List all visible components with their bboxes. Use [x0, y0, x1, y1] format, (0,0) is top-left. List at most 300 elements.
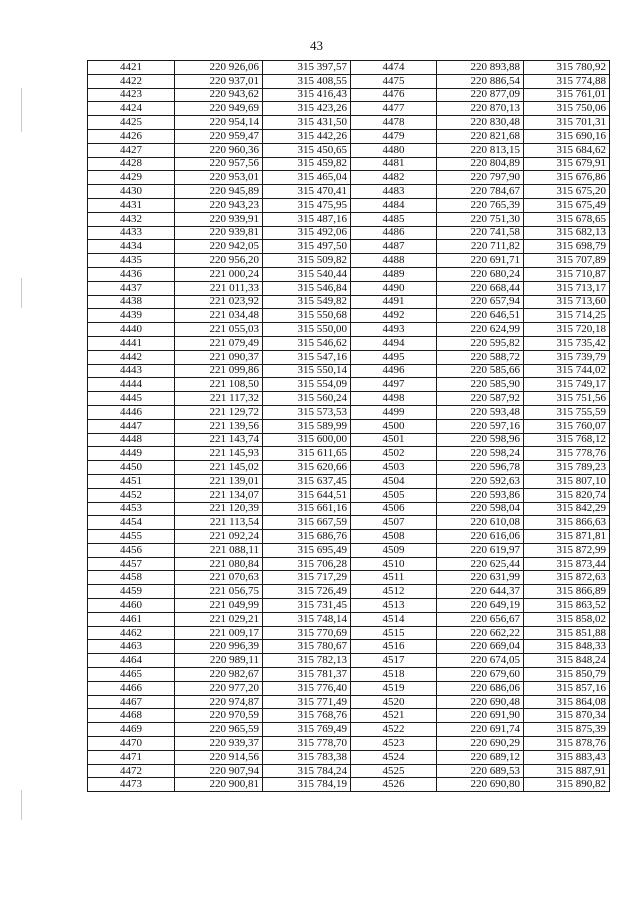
left-y-coordinate-cell: 315 547,16 [263, 350, 351, 364]
left-x-coordinate-cell: 220 949,69 [175, 102, 263, 116]
right-point-number-cell: 4514 [351, 612, 437, 626]
left-point-number-cell: 4452 [88, 488, 175, 502]
right-y-coordinate-cell: 315 870,34 [524, 709, 610, 723]
left-x-coordinate-cell: 221 113,54 [175, 516, 263, 530]
right-y-coordinate-cell: 315 720,18 [524, 323, 610, 337]
right-y-coordinate-cell: 315 701,31 [524, 116, 610, 130]
left-y-coordinate-cell: 315 644,51 [263, 488, 351, 502]
right-y-coordinate-cell: 315 690,16 [524, 129, 610, 143]
right-y-coordinate-cell: 315 789,23 [524, 461, 610, 475]
right-y-coordinate-cell: 315 850,79 [524, 668, 610, 682]
left-x-coordinate-cell: 221 090,37 [175, 350, 263, 364]
left-point-number-cell: 4457 [88, 557, 175, 571]
left-y-coordinate-cell: 315 706,28 [263, 557, 351, 571]
left-x-coordinate-cell: 220 914,56 [175, 750, 263, 764]
right-y-coordinate-cell: 315 751,56 [524, 392, 610, 406]
right-point-number-cell: 4481 [351, 157, 437, 171]
left-point-number-cell: 4464 [88, 654, 175, 668]
right-y-coordinate-cell: 315 707,89 [524, 254, 610, 268]
table-row [88, 61, 610, 75]
right-x-coordinate-cell: 220 830,48 [437, 116, 524, 130]
left-x-coordinate-cell: 221 049,99 [175, 599, 263, 613]
left-y-coordinate-cell: 315 776,40 [263, 681, 351, 695]
left-point-number-cell: 4453 [88, 502, 175, 516]
left-y-coordinate-cell: 315 487,16 [263, 212, 351, 226]
right-y-coordinate-cell: 315 866,63 [524, 516, 610, 530]
left-x-coordinate-cell: 221 011,33 [175, 281, 263, 295]
left-y-coordinate-cell: 315 497,50 [263, 240, 351, 254]
right-point-number-cell: 4490 [351, 281, 437, 295]
right-point-number-cell: 4518 [351, 668, 437, 682]
table-row [88, 405, 610, 419]
left-y-coordinate-cell: 315 686,76 [263, 530, 351, 544]
right-point-number-cell: 4496 [351, 364, 437, 378]
left-x-coordinate-cell: 221 092,24 [175, 530, 263, 544]
scan-margin-mark [21, 790, 22, 820]
left-x-coordinate-cell: 220 989,11 [175, 654, 263, 668]
left-y-coordinate-cell: 315 726,49 [263, 585, 351, 599]
left-y-coordinate-cell: 315 731,45 [263, 599, 351, 613]
right-y-coordinate-cell: 315 710,87 [524, 267, 610, 281]
left-y-coordinate-cell: 315 550,14 [263, 364, 351, 378]
table-row [88, 516, 610, 530]
left-point-number-cell: 4423 [88, 88, 175, 102]
left-x-coordinate-cell: 220 939,37 [175, 737, 263, 751]
left-point-number-cell: 4459 [88, 585, 175, 599]
right-point-number-cell: 4489 [351, 267, 437, 281]
right-y-coordinate-cell: 315 744,02 [524, 364, 610, 378]
right-y-coordinate-cell: 315 872,63 [524, 571, 610, 585]
left-x-coordinate-cell: 220 907,94 [175, 764, 263, 778]
right-point-number-cell: 4492 [351, 309, 437, 323]
right-x-coordinate-cell: 220 631,99 [437, 571, 524, 585]
right-point-number-cell: 4523 [351, 737, 437, 751]
right-x-coordinate-cell: 220 691,90 [437, 709, 524, 723]
table-row [88, 171, 610, 185]
left-x-coordinate-cell: 221 117,32 [175, 392, 263, 406]
left-y-coordinate-cell: 315 560,24 [263, 392, 351, 406]
right-x-coordinate-cell: 220 587,92 [437, 392, 524, 406]
right-y-coordinate-cell: 315 863,52 [524, 599, 610, 613]
left-x-coordinate-cell: 220 943,23 [175, 198, 263, 212]
right-point-number-cell: 4491 [351, 295, 437, 309]
left-x-coordinate-cell: 220 965,59 [175, 723, 263, 737]
right-point-number-cell: 4488 [351, 254, 437, 268]
left-y-coordinate-cell: 315 470,41 [263, 185, 351, 199]
left-x-coordinate-cell: 221 023,92 [175, 295, 263, 309]
right-x-coordinate-cell: 220 625,44 [437, 557, 524, 571]
left-point-number-cell: 4458 [88, 571, 175, 585]
table-row [88, 433, 610, 447]
right-y-coordinate-cell: 315 750,06 [524, 102, 610, 116]
right-point-number-cell: 4486 [351, 226, 437, 240]
left-point-number-cell: 4436 [88, 267, 175, 281]
right-y-coordinate-cell: 315 739,79 [524, 350, 610, 364]
right-y-coordinate-cell: 315 778,76 [524, 447, 610, 461]
right-point-number-cell: 4478 [351, 116, 437, 130]
right-y-coordinate-cell: 315 713,17 [524, 281, 610, 295]
right-y-coordinate-cell: 315 761,01 [524, 88, 610, 102]
right-x-coordinate-cell: 220 689,12 [437, 750, 524, 764]
table-row [88, 157, 610, 171]
right-x-coordinate-cell: 220 588,72 [437, 350, 524, 364]
left-x-coordinate-cell: 221 056,75 [175, 585, 263, 599]
left-y-coordinate-cell: 315 768,76 [263, 709, 351, 723]
right-point-number-cell: 4516 [351, 640, 437, 654]
right-x-coordinate-cell: 220 870,13 [437, 102, 524, 116]
right-y-coordinate-cell: 315 768,12 [524, 433, 610, 447]
right-x-coordinate-cell: 220 690,80 [437, 778, 524, 792]
left-y-coordinate-cell: 315 781,37 [263, 668, 351, 682]
right-x-coordinate-cell: 220 593,86 [437, 488, 524, 502]
page-number: 43 [310, 38, 323, 53]
right-y-coordinate-cell: 315 871,81 [524, 530, 610, 544]
right-y-coordinate-cell: 315 774,88 [524, 74, 610, 88]
left-x-coordinate-cell: 220 953,01 [175, 171, 263, 185]
left-x-coordinate-cell: 221 070,63 [175, 571, 263, 585]
right-y-coordinate-cell: 315 678,65 [524, 212, 610, 226]
right-x-coordinate-cell: 220 690,48 [437, 695, 524, 709]
right-y-coordinate-cell: 315 887,91 [524, 764, 610, 778]
left-point-number-cell: 4429 [88, 171, 175, 185]
left-y-coordinate-cell: 315 450,65 [263, 143, 351, 157]
right-x-coordinate-cell: 220 691,74 [437, 723, 524, 737]
left-x-coordinate-cell: 221 079,49 [175, 336, 263, 350]
left-x-coordinate-cell: 220 996,39 [175, 640, 263, 654]
right-point-number-cell: 4500 [351, 419, 437, 433]
left-point-number-cell: 4466 [88, 681, 175, 695]
left-y-coordinate-cell: 315 546,62 [263, 336, 351, 350]
left-x-coordinate-cell: 220 939,81 [175, 226, 263, 240]
table-row [88, 74, 610, 88]
right-x-coordinate-cell: 220 668,44 [437, 281, 524, 295]
left-x-coordinate-cell: 220 945,89 [175, 185, 263, 199]
right-point-number-cell: 4506 [351, 502, 437, 516]
right-y-coordinate-cell: 315 749,17 [524, 378, 610, 392]
right-point-number-cell: 4487 [351, 240, 437, 254]
left-y-coordinate-cell: 315 475,95 [263, 198, 351, 212]
left-x-coordinate-cell: 221 009,17 [175, 626, 263, 640]
left-x-coordinate-cell: 221 000,24 [175, 267, 263, 281]
right-y-coordinate-cell: 315 848,24 [524, 654, 610, 668]
right-x-coordinate-cell: 220 593,48 [437, 405, 524, 419]
left-y-coordinate-cell: 315 778,70 [263, 737, 351, 751]
table-row [88, 378, 610, 392]
table-row [88, 709, 610, 723]
left-y-coordinate-cell: 315 637,45 [263, 474, 351, 488]
table-row [88, 764, 610, 778]
table-row [88, 336, 610, 350]
table-row [88, 185, 610, 199]
left-point-number-cell: 4461 [88, 612, 175, 626]
right-point-number-cell: 4525 [351, 764, 437, 778]
right-y-coordinate-cell: 315 760,07 [524, 419, 610, 433]
left-point-number-cell: 4433 [88, 226, 175, 240]
left-point-number-cell: 4438 [88, 295, 175, 309]
left-x-coordinate-cell: 221 055,03 [175, 323, 263, 337]
left-y-coordinate-cell: 315 589,99 [263, 419, 351, 433]
right-point-number-cell: 4482 [351, 171, 437, 185]
right-y-coordinate-cell: 315 698,79 [524, 240, 610, 254]
left-point-number-cell: 4467 [88, 695, 175, 709]
left-x-coordinate-cell: 221 029,21 [175, 612, 263, 626]
left-y-coordinate-cell: 315 554,09 [263, 378, 351, 392]
right-x-coordinate-cell: 220 657,94 [437, 295, 524, 309]
table-row [88, 226, 610, 240]
right-point-number-cell: 4483 [351, 185, 437, 199]
right-x-coordinate-cell: 220 680,24 [437, 267, 524, 281]
right-y-coordinate-cell: 315 735,42 [524, 336, 610, 350]
right-x-coordinate-cell: 220 804,89 [437, 157, 524, 171]
left-y-coordinate-cell: 315 423,26 [263, 102, 351, 116]
right-x-coordinate-cell: 220 619,97 [437, 543, 524, 557]
scan-margin-mark [21, 88, 22, 132]
table-row [88, 695, 610, 709]
right-y-coordinate-cell: 315 872,99 [524, 543, 610, 557]
right-x-coordinate-cell: 220 751,30 [437, 212, 524, 226]
right-point-number-cell: 4509 [351, 543, 437, 557]
left-point-number-cell: 4463 [88, 640, 175, 654]
left-point-number-cell: 4460 [88, 599, 175, 613]
right-y-coordinate-cell: 315 684,62 [524, 143, 610, 157]
table-row [88, 654, 610, 668]
right-x-coordinate-cell: 220 646,51 [437, 309, 524, 323]
left-point-number-cell: 4434 [88, 240, 175, 254]
right-point-number-cell: 4526 [351, 778, 437, 792]
right-y-coordinate-cell: 315 780,92 [524, 61, 610, 75]
right-point-number-cell: 4517 [351, 654, 437, 668]
right-y-coordinate-cell: 315 883,43 [524, 750, 610, 764]
right-x-coordinate-cell: 220 886,54 [437, 74, 524, 88]
right-point-number-cell: 4510 [351, 557, 437, 571]
table-row [88, 474, 610, 488]
right-y-coordinate-cell: 315 755,59 [524, 405, 610, 419]
left-y-coordinate-cell: 315 549,82 [263, 295, 351, 309]
right-point-number-cell: 4477 [351, 102, 437, 116]
right-y-coordinate-cell: 315 878,76 [524, 737, 610, 751]
right-y-coordinate-cell: 315 866,89 [524, 585, 610, 599]
right-x-coordinate-cell: 220 585,90 [437, 378, 524, 392]
right-x-coordinate-cell: 220 598,96 [437, 433, 524, 447]
right-x-coordinate-cell: 220 585,66 [437, 364, 524, 378]
left-y-coordinate-cell: 315 620,66 [263, 461, 351, 475]
left-y-coordinate-cell: 315 661,16 [263, 502, 351, 516]
right-point-number-cell: 4502 [351, 447, 437, 461]
left-x-coordinate-cell: 221 143,74 [175, 433, 263, 447]
left-x-coordinate-cell: 220 959,47 [175, 129, 263, 143]
right-point-number-cell: 4519 [351, 681, 437, 695]
right-point-number-cell: 4476 [351, 88, 437, 102]
table-row [88, 461, 610, 475]
right-x-coordinate-cell: 220 765,39 [437, 198, 524, 212]
table-row [88, 612, 610, 626]
left-x-coordinate-cell: 221 108,50 [175, 378, 263, 392]
right-y-coordinate-cell: 315 857,16 [524, 681, 610, 695]
right-x-coordinate-cell: 220 821,68 [437, 129, 524, 143]
right-x-coordinate-cell: 220 598,04 [437, 502, 524, 516]
left-y-coordinate-cell: 315 550,00 [263, 323, 351, 337]
right-x-coordinate-cell: 220 598,24 [437, 447, 524, 461]
left-point-number-cell: 4447 [88, 419, 175, 433]
left-point-number-cell: 4437 [88, 281, 175, 295]
table-row [88, 364, 610, 378]
left-point-number-cell: 4465 [88, 668, 175, 682]
table-row [88, 723, 610, 737]
left-x-coordinate-cell: 220 970,59 [175, 709, 263, 723]
left-x-coordinate-cell: 220 926,06 [175, 61, 263, 75]
table-row [88, 640, 610, 654]
right-x-coordinate-cell: 220 624,99 [437, 323, 524, 337]
table-row [88, 102, 610, 116]
right-y-coordinate-cell: 315 875,39 [524, 723, 610, 737]
right-y-coordinate-cell: 315 864,08 [524, 695, 610, 709]
left-point-number-cell: 4428 [88, 157, 175, 171]
right-point-number-cell: 4512 [351, 585, 437, 599]
left-point-number-cell: 4426 [88, 129, 175, 143]
left-y-coordinate-cell: 315 416,43 [263, 88, 351, 102]
table-row [88, 681, 610, 695]
left-x-coordinate-cell: 221 088,11 [175, 543, 263, 557]
right-point-number-cell: 4474 [351, 61, 437, 75]
left-y-coordinate-cell: 315 397,57 [263, 61, 351, 75]
table-row [88, 419, 610, 433]
right-x-coordinate-cell: 220 797,90 [437, 171, 524, 185]
left-x-coordinate-cell: 220 942,05 [175, 240, 263, 254]
right-point-number-cell: 4513 [351, 599, 437, 613]
left-x-coordinate-cell: 221 099,86 [175, 364, 263, 378]
left-x-coordinate-cell: 220 943,62 [175, 88, 263, 102]
left-x-coordinate-cell: 221 134,07 [175, 488, 263, 502]
right-point-number-cell: 4479 [351, 129, 437, 143]
left-y-coordinate-cell: 315 573,53 [263, 405, 351, 419]
left-x-coordinate-cell: 221 139,01 [175, 474, 263, 488]
table-row [88, 129, 610, 143]
right-x-coordinate-cell: 220 784,67 [437, 185, 524, 199]
left-y-coordinate-cell: 315 408,55 [263, 74, 351, 88]
left-x-coordinate-cell: 220 960,36 [175, 143, 263, 157]
right-point-number-cell: 4484 [351, 198, 437, 212]
table-row [88, 750, 610, 764]
table-row [88, 530, 610, 544]
table-row [88, 295, 610, 309]
table-row [88, 143, 610, 157]
coordinates-table-body [88, 61, 610, 792]
left-x-coordinate-cell: 220 977,20 [175, 681, 263, 695]
right-point-number-cell: 4511 [351, 571, 437, 585]
left-point-number-cell: 4424 [88, 102, 175, 116]
right-x-coordinate-cell: 220 649,19 [437, 599, 524, 613]
table-row [88, 88, 610, 102]
right-y-coordinate-cell: 315 890,82 [524, 778, 610, 792]
left-point-number-cell: 4449 [88, 447, 175, 461]
right-x-coordinate-cell: 220 656,67 [437, 612, 524, 626]
right-point-number-cell: 4508 [351, 530, 437, 544]
right-y-coordinate-cell: 315 682,13 [524, 226, 610, 240]
left-y-coordinate-cell: 315 783,38 [263, 750, 351, 764]
table-row [88, 281, 610, 295]
left-y-coordinate-cell: 315 769,49 [263, 723, 351, 737]
coordinates-table [87, 60, 610, 792]
left-y-coordinate-cell: 315 611,65 [263, 447, 351, 461]
left-point-number-cell: 4445 [88, 392, 175, 406]
right-point-number-cell: 4475 [351, 74, 437, 88]
right-y-coordinate-cell: 315 842,29 [524, 502, 610, 516]
left-x-coordinate-cell: 221 145,02 [175, 461, 263, 475]
left-point-number-cell: 4473 [88, 778, 175, 792]
left-y-coordinate-cell: 315 442,26 [263, 129, 351, 143]
table-row [88, 599, 610, 613]
right-point-number-cell: 4493 [351, 323, 437, 337]
right-x-coordinate-cell: 220 592,63 [437, 474, 524, 488]
left-y-coordinate-cell: 315 717,29 [263, 571, 351, 585]
right-x-coordinate-cell: 220 813,15 [437, 143, 524, 157]
left-point-number-cell: 4470 [88, 737, 175, 751]
right-x-coordinate-cell: 220 893,88 [437, 61, 524, 75]
left-y-coordinate-cell: 315 540,44 [263, 267, 351, 281]
left-point-number-cell: 4448 [88, 433, 175, 447]
left-x-coordinate-cell: 220 900,81 [175, 778, 263, 792]
left-point-number-cell: 4469 [88, 723, 175, 737]
left-point-number-cell: 4432 [88, 212, 175, 226]
left-y-coordinate-cell: 315 784,24 [263, 764, 351, 778]
left-x-coordinate-cell: 220 974,87 [175, 695, 263, 709]
right-point-number-cell: 4495 [351, 350, 437, 364]
right-y-coordinate-cell: 315 676,86 [524, 171, 610, 185]
right-x-coordinate-cell: 220 644,37 [437, 585, 524, 599]
right-y-coordinate-cell: 315 848,33 [524, 640, 610, 654]
right-y-coordinate-cell: 315 675,20 [524, 185, 610, 199]
table-row [88, 116, 610, 130]
table-row [88, 392, 610, 406]
table-row [88, 198, 610, 212]
right-point-number-cell: 4507 [351, 516, 437, 530]
left-point-number-cell: 4446 [88, 405, 175, 419]
left-y-coordinate-cell: 315 550,68 [263, 309, 351, 323]
right-x-coordinate-cell: 220 679,60 [437, 668, 524, 682]
table-row [88, 737, 610, 751]
left-point-number-cell: 4431 [88, 198, 175, 212]
table-row [88, 212, 610, 226]
table-row [88, 309, 610, 323]
left-x-coordinate-cell: 221 139,56 [175, 419, 263, 433]
right-x-coordinate-cell: 220 595,82 [437, 336, 524, 350]
left-point-number-cell: 4425 [88, 116, 175, 130]
table-row [88, 585, 610, 599]
right-x-coordinate-cell: 220 669,04 [437, 640, 524, 654]
table-row [88, 240, 610, 254]
left-y-coordinate-cell: 315 771,49 [263, 695, 351, 709]
left-y-coordinate-cell: 315 431,50 [263, 116, 351, 130]
right-point-number-cell: 4515 [351, 626, 437, 640]
right-point-number-cell: 4480 [351, 143, 437, 157]
table-row [88, 668, 610, 682]
left-y-coordinate-cell: 315 748,14 [263, 612, 351, 626]
left-point-number-cell: 4444 [88, 378, 175, 392]
left-x-coordinate-cell: 221 034,48 [175, 309, 263, 323]
right-y-coordinate-cell: 315 675,49 [524, 198, 610, 212]
table-row [88, 447, 610, 461]
left-y-coordinate-cell: 315 782,13 [263, 654, 351, 668]
table-row [88, 350, 610, 364]
table-row [88, 254, 610, 268]
right-x-coordinate-cell: 220 616,06 [437, 530, 524, 544]
scan-margin-mark [21, 278, 22, 308]
right-point-number-cell: 4485 [351, 212, 437, 226]
right-point-number-cell: 4494 [351, 336, 437, 350]
left-point-number-cell: 4468 [88, 709, 175, 723]
left-y-coordinate-cell: 315 465,04 [263, 171, 351, 185]
right-point-number-cell: 4499 [351, 405, 437, 419]
